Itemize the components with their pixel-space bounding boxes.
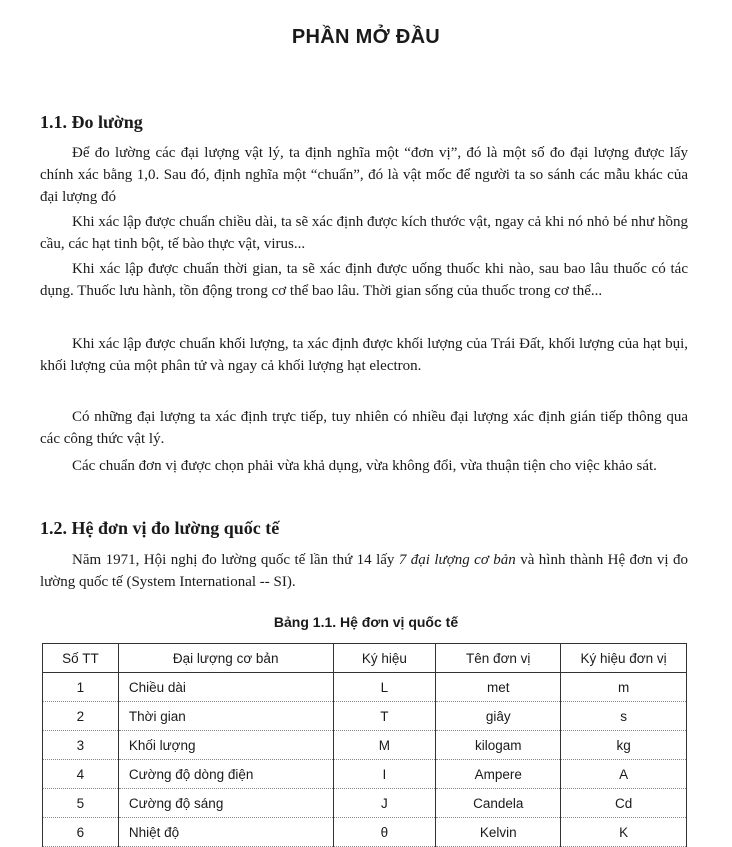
paragraph-emphasis: 7 đại lượng cơ bản bbox=[398, 552, 516, 568]
table-cell: Cường độ sáng bbox=[118, 789, 333, 818]
si-units-table bbox=[42, 643, 687, 847]
table-cell: K bbox=[561, 818, 687, 847]
table-cell: T bbox=[333, 702, 436, 731]
paragraph: Để đo lường các đại lượng vật lý, ta định nghĩa một “đơn vị”, đó là một số đo đại lượng được lấy chính xác bằng 1,0. Sau đó, định nghĩa một “chuẩn”, đó là vật mốc để người ta so sánh các mẫu khác của đại lượng đó bbox=[40, 145, 688, 205]
table-cell: θ bbox=[333, 818, 436, 847]
table-cell: Chiều dài bbox=[118, 673, 333, 702]
paragraph: Khi xác lập được chuẩn chiều dài, ta sẽ xác định được kích thước vật, ngay cả khi nó nhỏ bé như hồng cầu, các hạt tinh bột, tế bào thực vật, virus... bbox=[40, 214, 688, 252]
table-cell: J bbox=[333, 789, 436, 818]
table-cell: 2 bbox=[43, 702, 119, 731]
table-cell: kilogam bbox=[436, 731, 561, 760]
table-cell: Candela bbox=[436, 789, 561, 818]
table-row bbox=[43, 760, 687, 789]
table-cell: Cd bbox=[561, 789, 687, 818]
table-cell: 1 bbox=[43, 673, 119, 702]
table-cell: m bbox=[561, 673, 687, 702]
header-cell: Đại lượng cơ bản bbox=[118, 644, 333, 673]
table-cell: L bbox=[333, 673, 436, 702]
paragraph: Có những đại lượng ta xác định trực tiếp, tuy nhiên có nhiều đại lượng xác định gián tiếp thông qua các công thức vật lý. bbox=[40, 409, 688, 447]
table-cell: Ampere bbox=[436, 760, 561, 789]
page-title: PHẦN MỞ ĐẦU bbox=[291, 26, 441, 48]
table-cell: kg bbox=[561, 731, 687, 760]
table-cell: 4 bbox=[43, 760, 119, 789]
table-caption: Bảng 1.1. Hệ đơn vị quốc tế bbox=[273, 614, 459, 630]
paragraph-si bbox=[40, 549, 688, 593]
paragraph-text: Năm 1971, Hội nghị đo lường quốc tế lần thứ 14 lấy bbox=[72, 552, 399, 568]
header-cell: Ký hiệu bbox=[333, 644, 436, 673]
header-cell: Số TT bbox=[43, 644, 119, 673]
table-cell: met bbox=[436, 673, 561, 702]
header-cell: Tên đơn vị bbox=[436, 644, 561, 673]
table-cell: s bbox=[561, 702, 687, 731]
table-cell: Kelvin bbox=[436, 818, 561, 847]
section-heading-measurement: 1.1. Đo lường bbox=[40, 112, 143, 132]
table-cell: M bbox=[333, 731, 436, 760]
table-row bbox=[43, 673, 687, 702]
table-cell: Nhiệt độ bbox=[118, 818, 333, 847]
table-cell: 3 bbox=[43, 731, 119, 760]
header-cell: Ký hiệu đơn vị bbox=[561, 644, 687, 673]
table-row bbox=[43, 818, 687, 847]
paragraph: Khi xác lập được chuẩn thời gian, ta sẽ xác định được uống thuốc khi nào, sau bao lâu thuốc có tác dụng. Thuốc lưu hành, tồn động trong cơ thể bao lâu. Thời gian sống của thuốc trong cơ thể... bbox=[40, 261, 688, 299]
table-row bbox=[43, 789, 687, 818]
table-header-row bbox=[43, 644, 687, 673]
table-cell: I bbox=[333, 760, 436, 789]
table-row bbox=[43, 702, 687, 731]
paragraph: Khi xác lập được chuẩn khối lượng, ta xác định được khối lượng của Trái Đất, khối lượng của hạt bụi, khối lượng của một phân tử và ngay cả khối lượng hạt electron. bbox=[40, 336, 688, 374]
section-heading-si: 1.2. Hệ đơn vị đo lường quốc tế bbox=[40, 518, 280, 538]
paragraph-text: và hình thành Hệ đơn vị đo lường quốc tế (System International -- SI). bbox=[40, 552, 688, 590]
table-cell: Cường độ dòng điện bbox=[118, 760, 333, 789]
table-cell: 5 bbox=[43, 789, 119, 818]
table-cell: 6 bbox=[43, 818, 119, 847]
table-cell: giây bbox=[436, 702, 561, 731]
paragraph: Các chuẩn đơn vị được chọn phải vừa khả dụng, vừa không đổi, vừa thuận tiện cho việc khảo sát. bbox=[72, 458, 657, 474]
table-cell: Khối lượng bbox=[118, 731, 333, 760]
table-row bbox=[43, 731, 687, 760]
table-cell: A bbox=[561, 760, 687, 789]
table-cell: Thời gian bbox=[118, 702, 333, 731]
